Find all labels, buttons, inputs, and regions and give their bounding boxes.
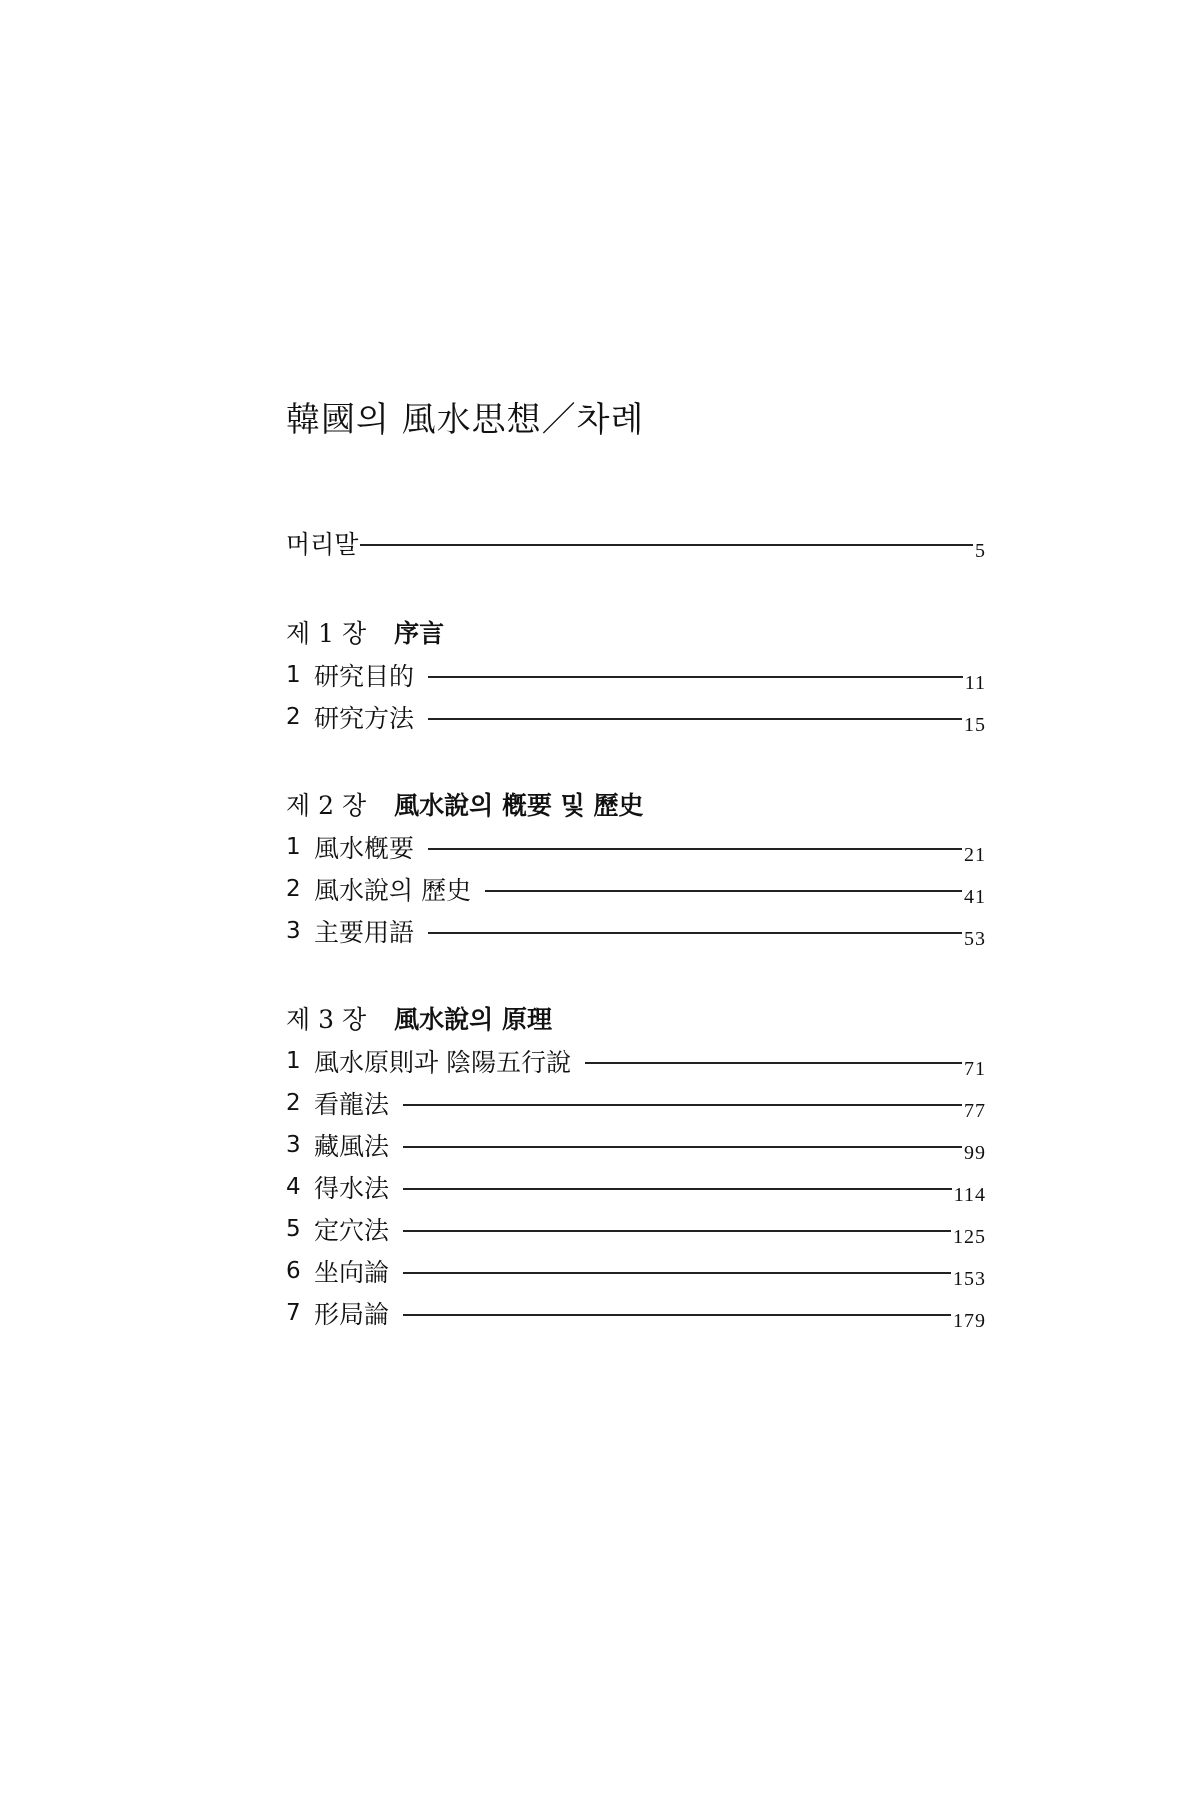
dot-leader bbox=[428, 718, 962, 720]
page-number: 125 bbox=[953, 1225, 986, 1248]
toc-entry[interactable] bbox=[286, 1292, 986, 1334]
section-number: 2 bbox=[286, 704, 301, 730]
section-number: 4 bbox=[286, 1174, 301, 1200]
toc-entry[interactable] bbox=[286, 826, 986, 868]
section-number: 5 bbox=[286, 1216, 301, 1242]
toc-entry[interactable] bbox=[286, 654, 986, 696]
toc-entry[interactable] bbox=[286, 1124, 986, 1166]
section-title: 主要用語 bbox=[314, 918, 415, 947]
dot-leader bbox=[585, 1062, 962, 1064]
page-number: 71 bbox=[964, 1057, 986, 1080]
section-number: 1 bbox=[286, 662, 301, 688]
dot-leader bbox=[403, 1104, 962, 1106]
chapter-1 bbox=[286, 610, 986, 738]
section-number: 2 bbox=[286, 876, 301, 902]
section-title: 風水原則과 陰陽五行說 bbox=[314, 1048, 572, 1077]
chapter-3 bbox=[286, 996, 986, 1334]
page-number: 53 bbox=[964, 927, 986, 950]
section-title: 研究方法 bbox=[314, 704, 415, 733]
page-number: 114 bbox=[953, 1183, 986, 1206]
section-number: 2 bbox=[286, 1090, 301, 1116]
dot-leader bbox=[485, 890, 962, 892]
page-number: 11 bbox=[964, 671, 986, 694]
page-number: 5 bbox=[975, 539, 986, 562]
section-number: 1 bbox=[286, 1048, 301, 1074]
dot-leader bbox=[403, 1314, 951, 1316]
toc-entry[interactable] bbox=[286, 1208, 986, 1250]
toc-entry[interactable] bbox=[286, 910, 986, 952]
chapter-title: 序言 bbox=[394, 619, 445, 648]
page-number: 153 bbox=[953, 1267, 986, 1290]
chapter-heading[interactable] bbox=[286, 996, 986, 1040]
dot-leader bbox=[428, 848, 962, 850]
chapter-title: 風水說의 槪要 및 歷史 bbox=[394, 791, 644, 820]
section-number: 3 bbox=[286, 918, 301, 944]
page-title: 韓國의 風水思想／차례 bbox=[286, 400, 645, 440]
section-title: 坐向論 bbox=[314, 1258, 390, 1287]
section-title: 得水法 bbox=[314, 1174, 390, 1203]
chapter-number: 제 1 장 bbox=[286, 619, 367, 648]
chapter-heading[interactable] bbox=[286, 782, 986, 826]
section-title: 風水說의 歷史 bbox=[314, 876, 472, 905]
dot-leader bbox=[360, 544, 973, 546]
dot-leader bbox=[403, 1230, 951, 1232]
toc-entry-preface[interactable] bbox=[286, 522, 986, 564]
section-number: 6 bbox=[286, 1258, 301, 1284]
section-title: 看龍法 bbox=[314, 1090, 390, 1119]
section-title: 形局論 bbox=[314, 1300, 390, 1329]
chapter-title: 風水說의 原理 bbox=[394, 1005, 552, 1034]
page-number: 179 bbox=[953, 1309, 986, 1332]
toc-entry[interactable] bbox=[286, 1250, 986, 1292]
preface-label: 머리말 bbox=[286, 530, 359, 559]
dot-leader bbox=[428, 676, 963, 678]
dot-leader bbox=[428, 932, 962, 934]
chapter-2 bbox=[286, 782, 986, 952]
page-number: 21 bbox=[964, 843, 986, 866]
chapter-heading[interactable] bbox=[286, 610, 986, 654]
toc-entry[interactable] bbox=[286, 696, 986, 738]
section-number: 3 bbox=[286, 1132, 301, 1158]
dot-leader bbox=[403, 1272, 951, 1274]
section-number: 7 bbox=[286, 1300, 301, 1326]
chapter-number: 제 2 장 bbox=[286, 791, 367, 820]
section-title: 定穴法 bbox=[314, 1216, 390, 1245]
toc-entry[interactable] bbox=[286, 1166, 986, 1208]
page-number: 41 bbox=[964, 885, 986, 908]
dot-leader bbox=[403, 1188, 952, 1190]
page-number: 99 bbox=[964, 1141, 986, 1164]
toc-entry[interactable] bbox=[286, 868, 986, 910]
table-of-contents bbox=[286, 522, 986, 1378]
section-title: 風水槪要 bbox=[314, 834, 415, 863]
page-number: 77 bbox=[964, 1099, 986, 1122]
section-title: 研究目的 bbox=[314, 662, 415, 691]
section-title: 藏風法 bbox=[314, 1132, 390, 1161]
toc-entry[interactable] bbox=[286, 1082, 986, 1124]
dot-leader bbox=[403, 1146, 962, 1148]
page-number: 15 bbox=[964, 713, 986, 736]
section-number: 1 bbox=[286, 834, 301, 860]
toc-entry[interactable] bbox=[286, 1040, 986, 1082]
chapter-number: 제 3 장 bbox=[286, 1005, 367, 1034]
